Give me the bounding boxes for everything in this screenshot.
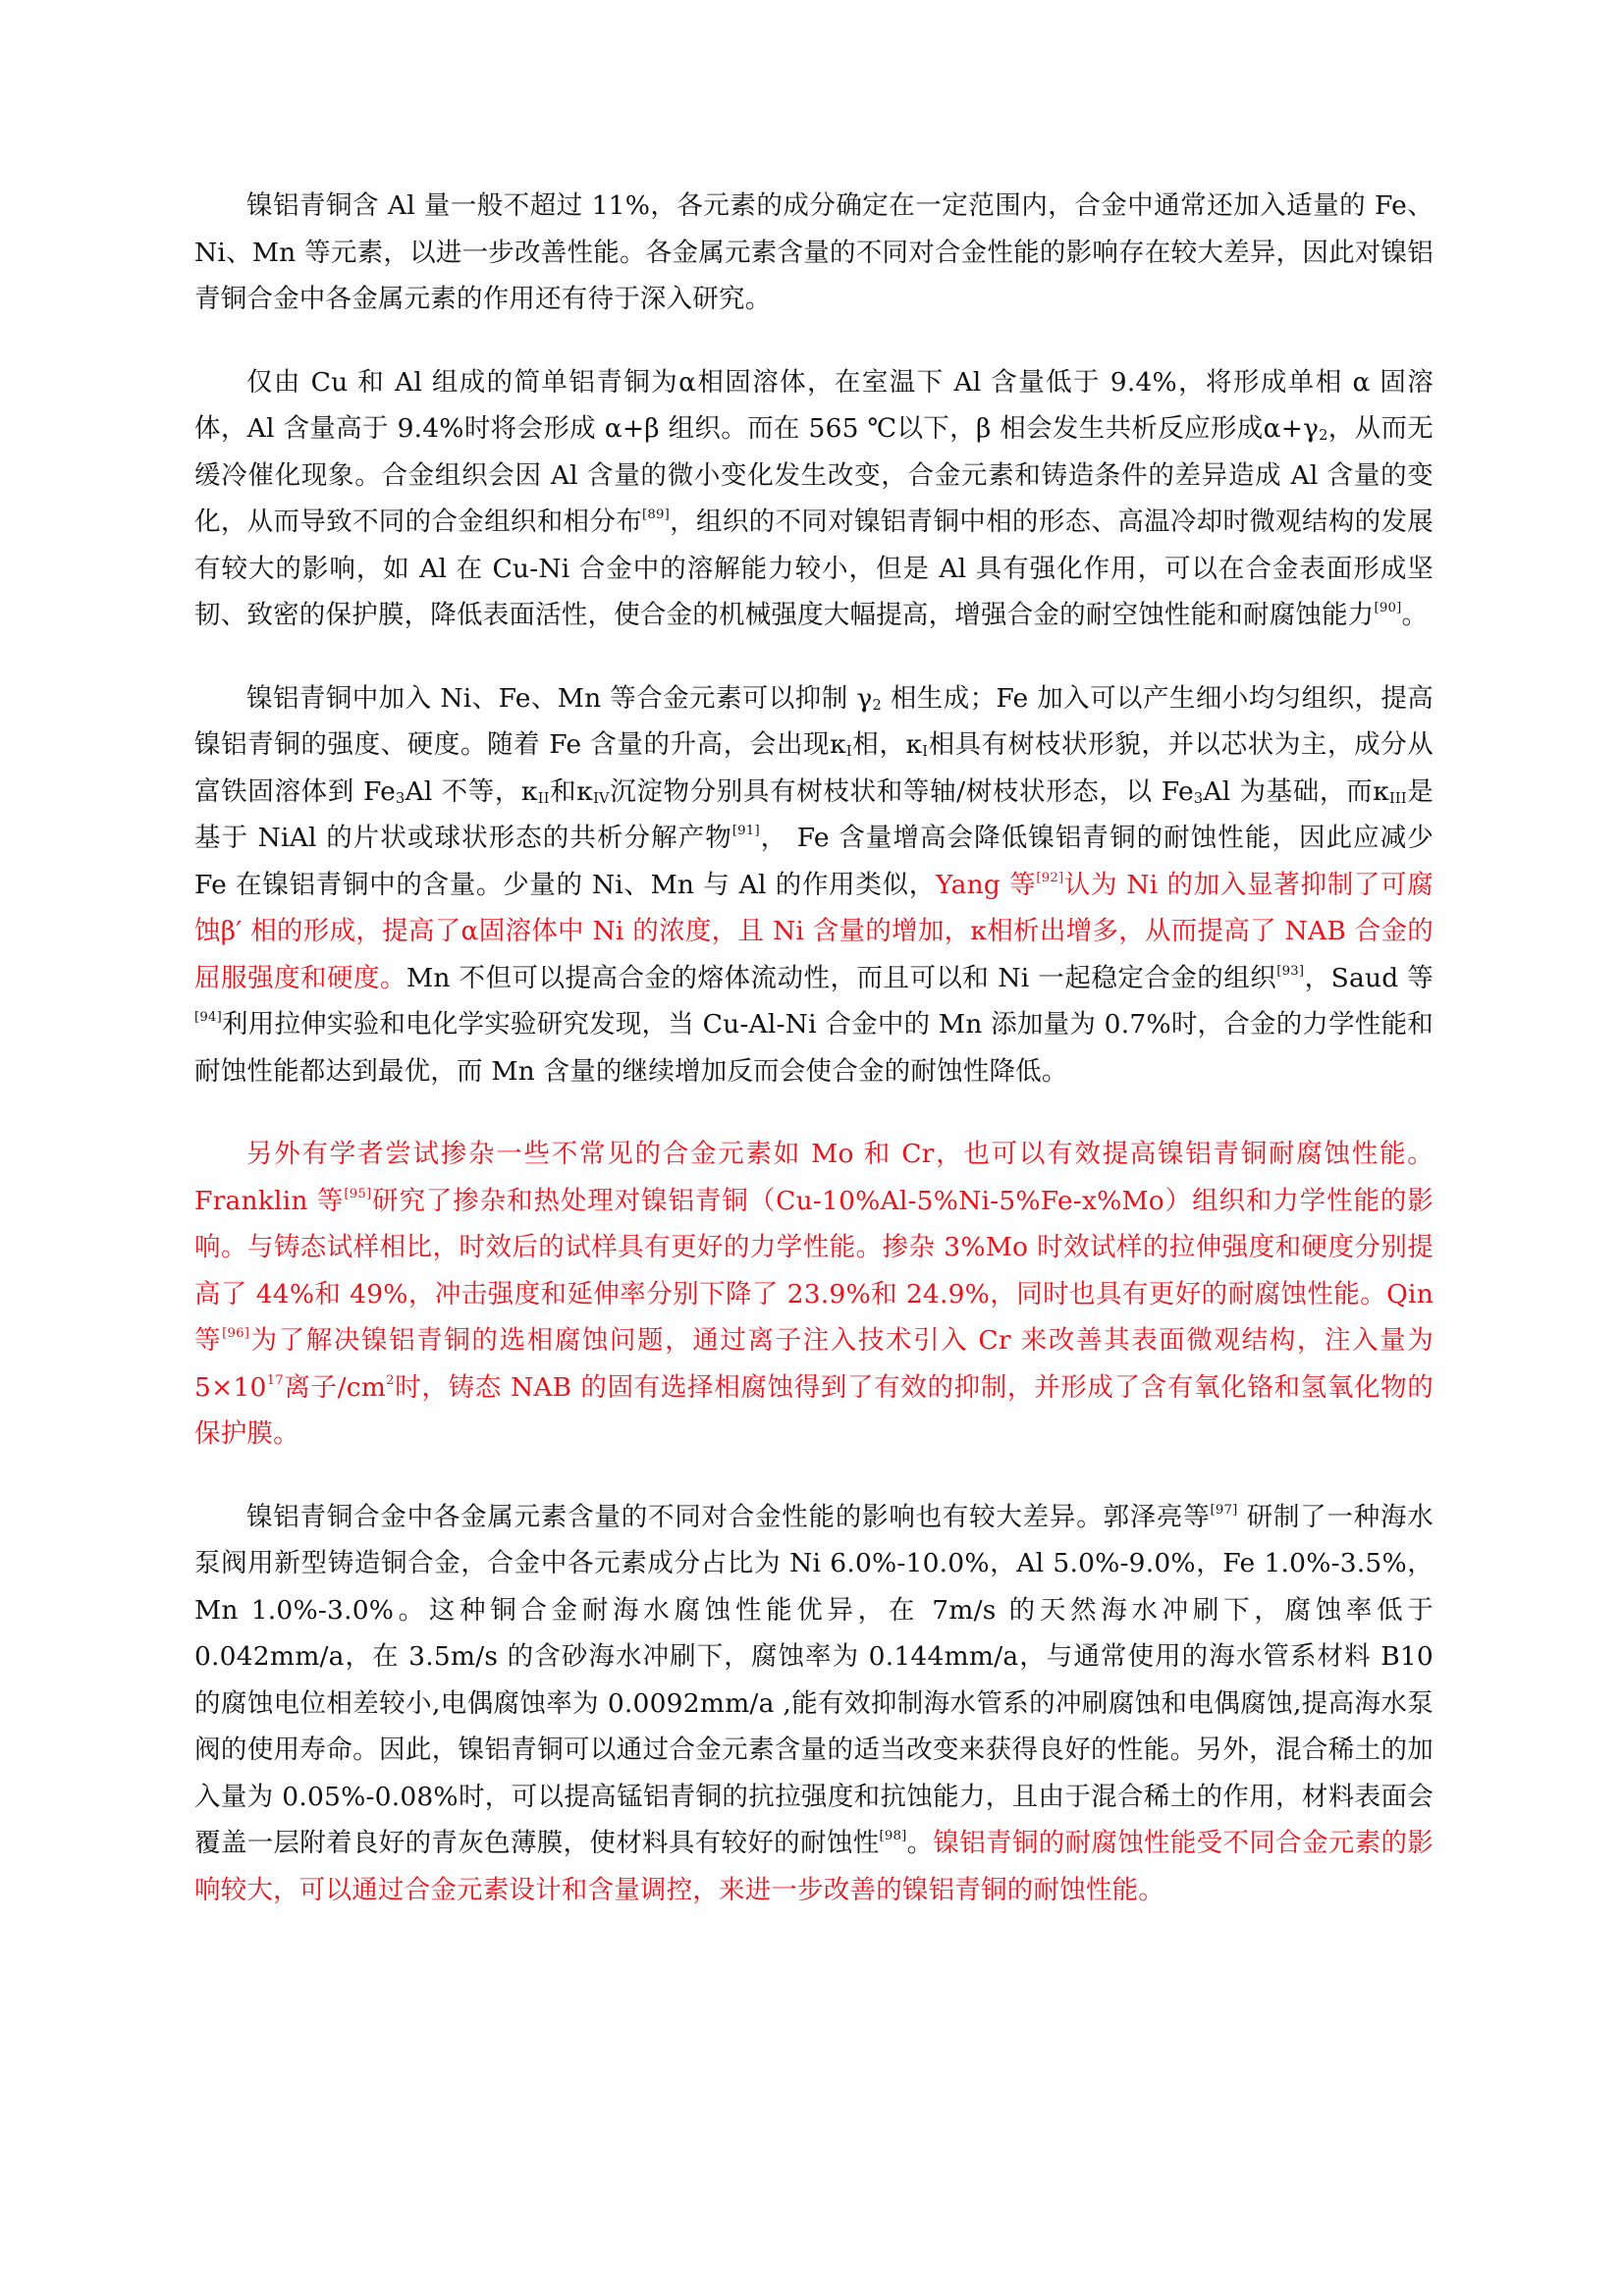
body-text: 。 [906,1828,934,1858]
body-text: 和κ [549,775,594,807]
paragraph-p5 [194,1494,1434,1914]
body-text: 仅由 Cu 和 Al 组成的简单铝青铜为α相固溶体，在室温下 Al 含量低于 9.4%，将形成单相 α 固溶体，Al 含量高于 9.4%时将会形成 α+β 组织。而在 565 ℃以下，β 相会发生共析反应形成α+γ [194,366,1434,444]
subscript: IV [593,789,610,807]
document-body [194,183,1434,1949]
highlighted-text: 镍铝青铜的耐腐蚀性能受不同合金元素的影响较大，可以通过合金元素设计和含量调控，来进一步改善的镍铝青铜的耐蚀性能。 [194,1828,1434,1905]
paragraph-p4 [194,1131,1434,1458]
body-text: 。 [1401,600,1429,630]
citation-ref: [92] [1036,870,1064,885]
body-text: 镍铝青铜含 Al 量一般不超过 11%，各元素的成分确定在一定范围内，合金中通常还加入适量的 Fe、Ni、Mn 等元素，以进一步改善性能。各金属元素含量的不同对合金性能的影响存在较大差异，因此对镍铝青铜合金中各金属元素的作用还有待于深入研究。 [194,190,1434,314]
paragraph-p3 [194,675,1434,1095]
citation-ref: [98] [879,1829,907,1844]
body-text: 镍铝青铜合金中各金属元素含量的不同对合金性能的影响也有较大差异。郭泽亮等 [246,1501,1211,1532]
highlighted-text: 为了解决镍铝青铜的选相腐蚀问题，通过离子注入技术引入 Cr 来改善其表面微观结构，注入量为 5×10 [194,1325,1434,1403]
citation-ref: [89] [642,507,671,523]
subscript: III [1388,789,1407,807]
body-text: ， Fe 含量增高会降低镍铝青铜的耐蚀性能，因此应减少 Fe 在镍铝青铜中的含量。少量的 Ni、Mn 与 Al 的作用类似， [194,823,1434,900]
highlighted-text: 另外有学者尝试掺杂一些不常见的合金元素如 Mo 和 Cr，也可以有效提高镍铝青铜耐腐蚀性能。Franklin 等 [194,1139,1434,1216]
subscript: I [922,742,929,760]
highlighted-text: Yang 等 [935,869,1037,900]
superscript: 17 [266,1372,284,1388]
subscript: 2 [1319,426,1328,444]
subscript: 3 [396,789,406,807]
body-text: 镍铝青铜中加入 Ni、Fe、Mn 等合金元素可以抑制 γ [246,682,873,714]
body-text: Al 为基础，而κ [1203,775,1389,807]
body-text: 沉淀物分别具有树枝状和等轴/树枝状形态，以 Fe [609,775,1194,807]
body-text: ，组织的不同对镍铝青铜中相的形态、高温冷却时微观结构的发展有较大的影响，如 Al 在 Cu-Ni 合金中的溶解能力较小，但是 Al 具有强化作用，可以在合金表面形成坚韧、致密的保护膜，降低表面活性，使合金的机械强度大幅提高，增强合金的耐空蚀性能和耐腐蚀能力 [194,507,1434,630]
body-text: Mn 不但可以提高合金的熔体流动性，而且可以和 Ni 一起稳定合金的组织 [406,962,1277,993]
body-text: 是基于 NiAl 的片状或球状形态的共析分解产物 [194,775,1434,853]
body-text: 相具有树枝状形貌，并以芯状为主，成分从富铁固溶体到 Fe [194,729,1434,807]
body-text: 相，κ [851,729,923,760]
body-text: ，从而无缓冷催化现象。合金组织会因 Al 含量的微小变化发生改变，合金元素和铸造条件的差异造成 Al 含量的变化，从而导致不同的合金组织和相分布 [194,413,1434,537]
body-text: ，Saud 等 [1304,962,1434,993]
subscript: II [537,789,550,807]
citation-ref: [90] [1374,601,1402,616]
subscript: 3 [1193,789,1204,807]
citation-ref: [96] [222,1326,250,1342]
highlighted-text: 时，铸态 NAB 的固有选择相腐蚀得到了有效的抑制，并形成了含有氧化铬和氢氧化物的保护膜。 [194,1371,1434,1449]
subscript: I [845,742,852,760]
highlighted-text: 离子/cm [283,1371,387,1403]
highlighted-text: 认为 Ni 的加入显著抑制了可腐蚀β′ 相的形成，提高了α固溶体中 Ni 的浓度，且 Ni 含量的增加，κ相析出增多，从而提高了 NAB 合金的屈服强度和硬度。 [194,869,1434,993]
body-text: 研制了一种海水泵阀用新型铸造铜合金，合金中各元素成分占比为 Ni 6.0%-10.0%，Al 5.0%-9.0%，Fe 1.0%-3.5%，Mn 1.0%-3.0%。这种铜合金耐海水腐蚀性能优异，在 7m/s 的天然海水冲刷下，腐蚀率低于 0.042mm/a，在 3.5m/s 的含砂海水冲刷下，腐蚀率为 0.144mm/a，与通常使用的海水管系材料 B10 的腐蚀电位相差较小,电偶腐蚀率为 0.0092mm/a ,能有效抑制海水管系的冲刷腐蚀和电偶腐蚀,提高海水泵阀的使用寿命。因此，镍铝青铜可以通过合金元素含量的适当改变来获得良好的性能。另外，混合稀土的加入量为 0.05%-0.08%时，可以提高锰铝青铜的抗拉强度和抗蚀能力，且由于混合稀土的作用，材料表面会覆盖一层附着良好的青灰色薄膜，使材料具有较好的耐蚀性 [194,1501,1434,1858]
citation-ref: [91] [731,824,760,839]
body-text: 相生成；Fe 加入可以产生细小均匀组织，提高镍铝青铜的强度、硬度。随着 Fe 含量的升高，会出现κ [194,682,1434,760]
subscript: 2 [872,696,883,714]
superscript: 2 [386,1372,395,1388]
citation-ref: [97] [1210,1502,1238,1518]
citation-ref: [94] [194,1010,222,1026]
paragraph-p1 [194,183,1434,323]
highlighted-text: 研究了掺杂和热处理对镍铝青铜（Cu-10%Al-5%Ni-5%Fe-x%Mo）组织和力学性能的影响。与铸态试样相比，时效后的试样具有更好的力学性能。掺杂 3%Mo 时效试样的拉伸强度和硬度分别提高了 44%和 49%，冲击强度和延伸率分别下降了 23.9%和 24.9%，同时也具有更好的耐腐蚀性能。Qin 等 [194,1185,1434,1356]
citation-ref: [95] [344,1186,372,1201]
citation-ref: [93] [1276,963,1305,979]
paragraph-p2 [194,359,1434,639]
body-text: Al 不等，κ [405,775,538,807]
body-text: 利用拉伸实验和电化学实验研究发现，当 Cu-Al-Ni 合金中的 Mn 添加量为 0.7%时，合金的力学性能和耐蚀性能都达到最优，而 Mn 含量的继续增加反而会使合金的耐蚀性降低。 [194,1009,1434,1087]
